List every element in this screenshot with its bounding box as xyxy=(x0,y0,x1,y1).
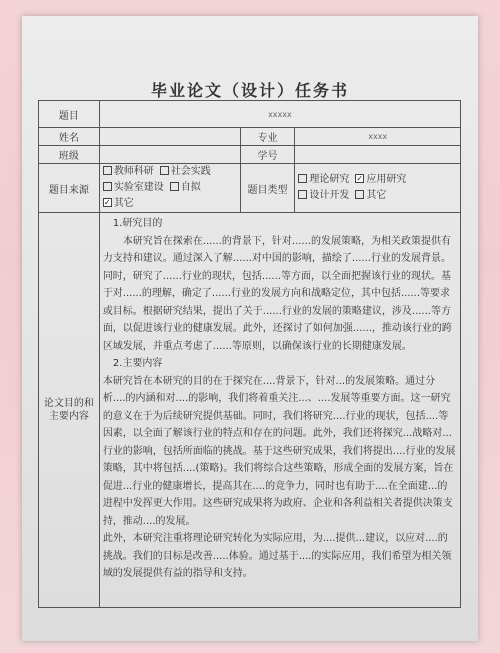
class-row xyxy=(39,146,461,164)
type-option-theory: 理论研究 xyxy=(298,174,349,185)
checkbox-checked-icon xyxy=(103,198,112,207)
student-id-value xyxy=(295,146,461,164)
type-options xyxy=(295,164,461,213)
content-body xyxy=(99,213,460,608)
name-value xyxy=(99,128,240,146)
checkbox-icon xyxy=(298,190,307,199)
major-value: xxxx xyxy=(295,128,461,146)
topic-row xyxy=(39,101,461,128)
checkbox-icon xyxy=(160,166,169,175)
content-row xyxy=(39,213,461,608)
checkbox-icon xyxy=(170,182,179,191)
checkbox-checked-icon xyxy=(355,174,364,183)
class-label: 班级 xyxy=(39,146,100,164)
section-heading-content: 2.主要内容 xyxy=(112,358,163,369)
source-option-other: ✓其它 xyxy=(103,198,134,209)
document-page xyxy=(22,16,478,641)
task-table xyxy=(38,100,461,608)
class-value xyxy=(99,146,240,164)
source-row xyxy=(39,164,461,213)
source-option-lab: 实验室建设 xyxy=(103,182,164,193)
content-label: 论文目的和主要内容 xyxy=(39,213,100,608)
student-id-label: 学号 xyxy=(240,146,295,164)
source-option-practice: 社会实践 xyxy=(160,166,211,177)
major-label: 专业 xyxy=(240,128,295,146)
checkbox-icon xyxy=(103,182,112,191)
source-option-research: 教师科研 xyxy=(103,166,154,177)
name-row xyxy=(39,128,461,146)
name-label: 姓名 xyxy=(39,128,100,146)
checkbox-icon xyxy=(355,190,364,199)
source-option-self: 自拟 xyxy=(170,182,201,193)
type-option-design: 设计开发 xyxy=(298,190,349,201)
section-heading-purpose: 1.研究目的 xyxy=(112,218,163,229)
content-paragraph: 本研究旨在本研究的目的在于探究在....背景下，针对...的发展策略。通过分析....的内涵和对....的影响，我们将着重关注...、....发展等重要方面。这一研究的意义在于为后续研究提供基础。同时，我们将研究....行业的现状，包括....等因素，以全面了解该行业的特点和存在的问题。此外，我们还将探究...战略对...行业的影响，包括所面临的挑战。基于这些研究成果，我们将提出....行业的发展策略，其中将包括....(策略)。我们将综合这些策略，形成全面的发展方案，旨在促进...行业的健康增长，提高其在....的竞争力，同时也有助于....在全面建...的进程中发挥更大作用。这些研究成果将为政府、企业和各利益相关者提供决策支持，推动....的发展。 xyxy=(102,375,456,527)
checkbox-icon xyxy=(298,174,307,183)
source-options xyxy=(99,164,240,213)
content-paragraph-extra: 此外，本研究注重将理论研究转化为实际应用，为....提供...建议，以应对....的挑战。我们的目标是改善.....体验。通过基于....的实际应用，我们希望为相关领域的发展提供有益的指导和支持。 xyxy=(102,533,452,579)
source-label: 题目来源 xyxy=(39,164,100,213)
checkbox-icon xyxy=(103,166,112,175)
topic-value: xxxxx xyxy=(99,101,460,128)
type-option-applied: ✓ 应用研究 xyxy=(355,174,406,185)
purpose-paragraph: 本研究旨在探索在......的背景下，针对......的发展策略，为相关政策提供有力支持和建议。通过深入了解......对中国的影响，描绘了......行业的发展背景。同时，研究了......行业的现状，包括......等方面，以全面把握该行业的现状。基于对......的理解，确定了......行业的发展方向和战略定位，其中包括......等要求或目标。根据研究结果，提出了关于......行业的发展的策略建议，涉及......等方面，以促进该行业的健康发展。此外，还探讨了如何加强......，推动该行业的跨区域发展，并重点考虑了......等原则，以确保该行业的长期健康发展。 xyxy=(102,235,452,352)
type-option-other: 其它 xyxy=(355,190,386,201)
document-title: 毕业论文（设计）任务书 xyxy=(150,81,349,100)
topic-label: 题目 xyxy=(39,101,100,128)
type-label: 题目类型 xyxy=(240,164,295,213)
